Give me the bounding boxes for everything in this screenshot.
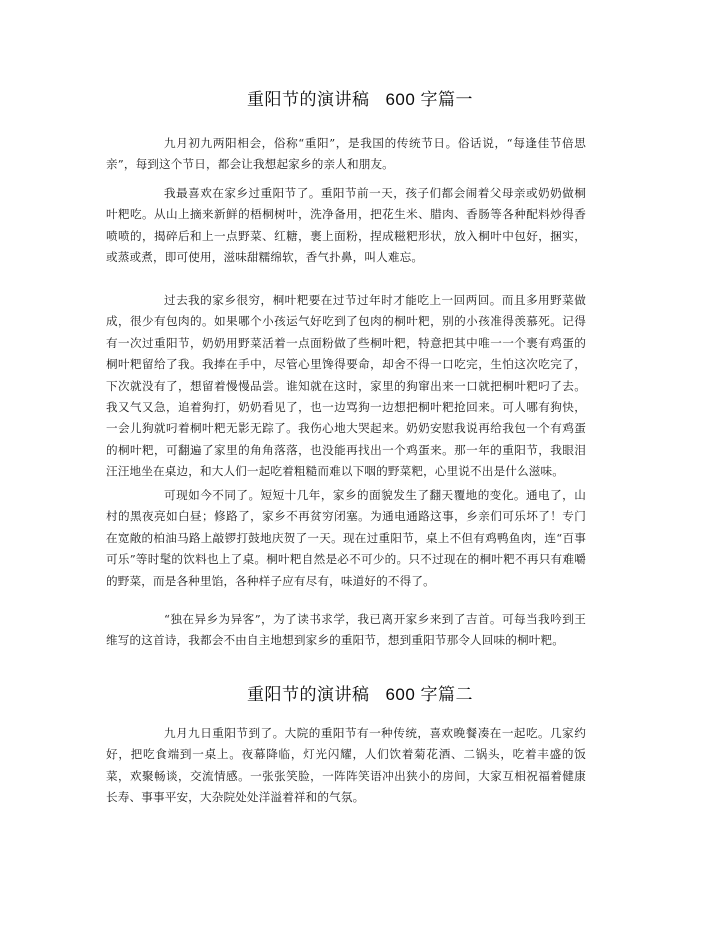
paragraph-text: 我最喜欢在家乡过重阳节了。重阳节前一天，孩子们都会闹着父母亲或奶奶做桐叶粑吃。从山上摘来新鲜的梧桐树叶，洗净备用，把花生米、腊肉、香肠等各种配料炒得香喷喷的，揭碎后和上一点野菜、红糖，裹上面粉，捏成糍粑形状，放入桐叶中包好，捆实，或蒸或煮，即可使用，滋味甜糯绵软，香气扑鼻，叫人难忘。 (106, 186, 586, 265)
paragraph-text: 九月初九两阳相会，俗称“重阳”，是我国的传统节日。俗话说，“每逢佳节倍思亲”，每到这个节日，都会让我想起家乡的亲人和朋友。 (106, 136, 586, 172)
paragraph-text: “独在异乡为异客”，为了读书求学，我已离开家乡来到了吉首。可每当我吟到王维写的这首诗，我都会不由自主地想到家乡的重阳节，想到重阳节那令人回味的桐叶粑。 (106, 612, 586, 648)
section-1-title-number: 600 字篇一 (385, 90, 474, 109)
section-1-paragraph-4 (106, 485, 586, 592)
section-1-paragraph-3 (106, 290, 586, 483)
section-1-paragraph-5 (106, 609, 586, 652)
section-2-paragraph-1 (106, 723, 586, 809)
paragraph-text: 过去我的家乡很穷，桐叶粑要在过节过年时才能吃上一回两回。而且多用野菜做成，很少有包肉的。如果哪个小孩运气好吃到了包肉的桐叶粑，别的小孩准得羡慕死。记得有一次过重阳节，奶奶用野菜活着一点面粉做了些桐叶粑，特意把其中唯一一个裹有鸡蛋的桐叶粑留给了我。我捧在手中，尽管心里馋得要命，却舍不得一口吃完，生怕这次吃完了，下次就没有了，想留着慢慢品尝。谁知就在这时，家里的狗窜出来一口就把桐叶粑叼了去。我又气又急，追着狗打，奶奶看见了，也一边骂狗一边想把桐叶粑抢回来。可人哪有狗快，一会儿狗就叼着桐叶粑无影无踪了。我伤心地大哭起来。奶奶安慰我说再给我包一个有鸡蛋的桐叶粑，可翻遍了家里的角角落落，也没能再找出一个鸡蛋来。那一年的重阳节，我眼泪汪汪地坐在桌边，和大人们一起吃着粗糙而难以下咽的野菜粑，心里说不出是什么滋味。 (106, 293, 586, 479)
section-2-title-number: 600 字篇二 (385, 685, 474, 704)
section-1-title-text: 重阳节的演讲稿 (246, 90, 370, 110)
paragraph-text: 九月九日重阳节到了。大院的重阳节有一种传统，喜欢晚餐凑在一起吃。几家约好，把吃食端到一桌上。夜幕降临，灯光闪耀，人们饮着菊花酒、二锅头，吃着丰盛的饭菜，欢聚畅谈，交流情感。一张张笑脸，一阵阵笑语冲出狭小的房间，大家互相祝福着健康长寿、事事平安，大杂院处处洋溢着祥和的气氛。 (106, 726, 586, 805)
paragraph-text: 可现如今不同了。短短十几年，家乡的面貌发生了翻天覆地的变化。通电了，山村的黑夜亮如白昼；修路了，家乡不再贫穷闭塞。为通电通路这事，乡亲们可乐坏了！专门在宽敞的柏油马路上敲锣打鼓地庆贺了一天。现在过重阳节，桌上不但有鸡鸭鱼肉，连“百事可乐”等时髦的饮料也上了桌。桐叶粑自然是必不可少的。只不过现在的桐叶粑不再只有难嚼的野菜，而是各种里馅，各种样子应有尽有，味道好的不得了。 (106, 488, 586, 588)
section-2-title-text: 重阳节的演讲稿 (246, 685, 370, 705)
section-1-paragraph-1 (106, 133, 586, 176)
section-1-paragraph-2 (106, 183, 586, 269)
section-2-title (0, 684, 720, 706)
section-1-title (0, 89, 720, 111)
